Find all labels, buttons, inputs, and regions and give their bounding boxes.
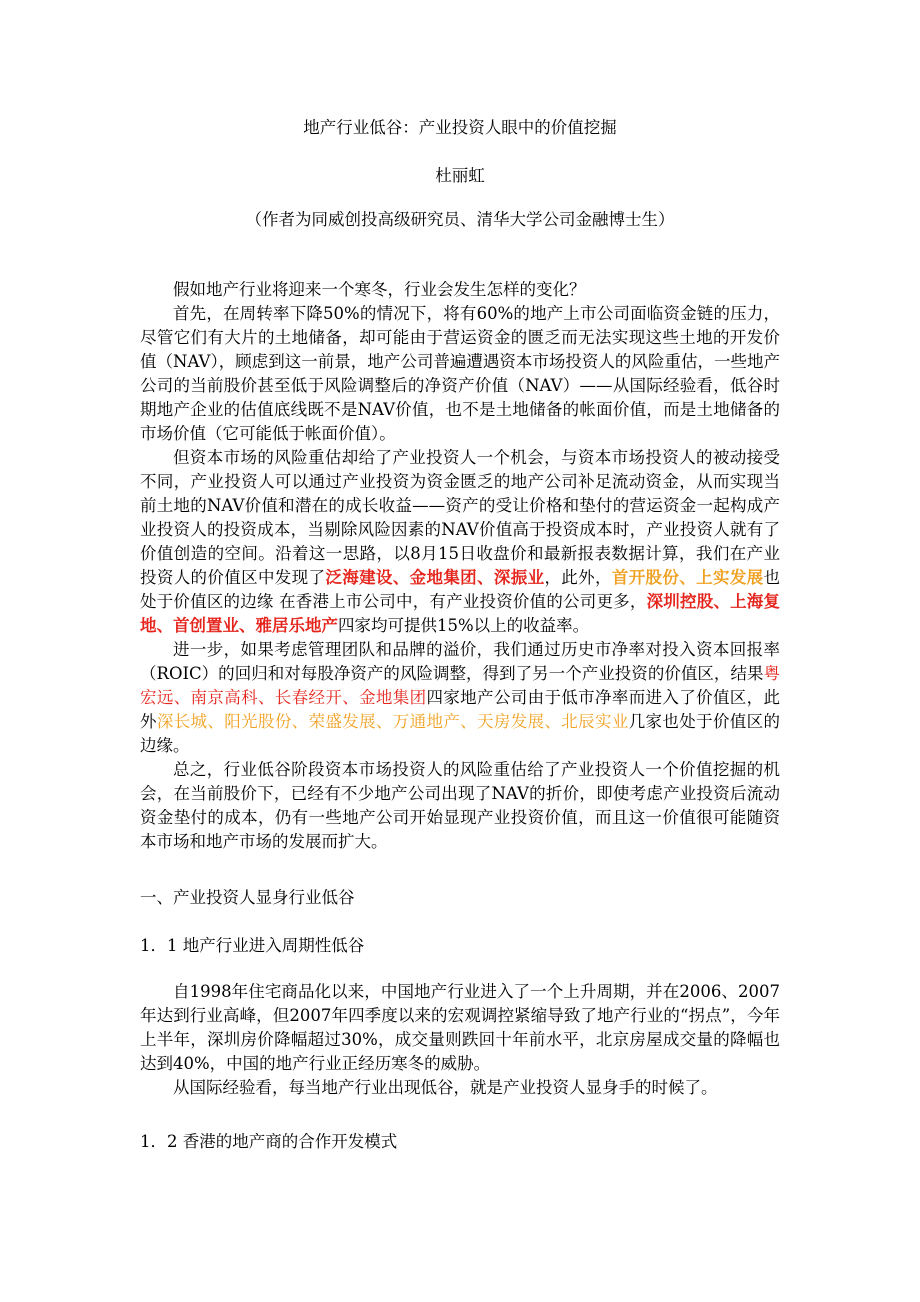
document-title: 地产行业低谷：产业投资人眼中的价值挖掘 bbox=[303, 118, 617, 137]
paragraph-3 bbox=[140, 446, 780, 638]
highlight-companies-red-2: 深圳控股、上海复地、首创置业、雅居乐地产 bbox=[140, 592, 781, 635]
paragraph-2: 首先，在周转率下降50%的情况下，将有60%的地产上市公司面临资金链的压力，尽管它们有大片的土地储备，却可能由于营运资金的匮乏而无法实现这些土地的开发价值（NAV），顾虑到这一前景，地产公司普遍遭遇资本市场投资人的风险重估，一些地产公司的当前股价甚至低于风险调整后的净资产价值（NAV）——从国际经验看，低谷时期地产企业的估值底线既不是NAV价值，也不是土地储备的帐面价值，而是土地储备的市场价值（它可能低于帐面价值）。 bbox=[140, 304, 780, 443]
paragraph-7: 从国际经验看，每当地产行业出现低谷，就是产业投资人显身手的时候了。 bbox=[173, 1078, 718, 1097]
section-heading-1: 一、产业投资人显身行业低谷 bbox=[140, 888, 355, 907]
paragraph-4-text-3: 几家也处于价值区的边缘。 bbox=[140, 712, 781, 755]
paragraph-4 bbox=[140, 638, 780, 758]
highlight-companies-red-3: 粤宏远、南京高科、长春经开、金地集团 bbox=[140, 664, 780, 707]
paragraph-3-text-2: ，此外， bbox=[544, 568, 612, 587]
paragraph-3-text-4: 四家均可提供15%以上的收益率。 bbox=[338, 616, 590, 635]
author-affiliation: （作者为同威创投高级研究员、清华大学公司金融博士生） bbox=[245, 210, 675, 229]
paragraph-4-text-1: 进一步，如果考虑管理团队和品牌的溢价，我们通过历史市净率对投入资本回报率（ROIC）的回归和对每股净资产的风险调整，得到了另一个产业投资的价值区，结果 bbox=[140, 640, 780, 683]
paragraph-3-text-3: 也处于价值区的边缘 在香港上市公司中，有产业投资价值的公司更多， bbox=[140, 568, 781, 611]
paragraph-3-text-1: 但资本市场的风险重估却给了产业投资人一个机会，与资本市场投资人的被动接受不同，产业投资人可以通过产业投资为资金匮乏的地产公司补足流动资金，从而实现当前土地的NAV价值和潜在的成长收益——资产的受让价格和垫付的营运资金一起构成产业投资人的投资成本，当剔除风险因素的NAV价值高于投资成本时，产业投资人就有了价值创造的空间。沿着这一思路，以8月15日收盘价和最新报表数据计算，我们在产业投资人的价值区中发现了 bbox=[140, 448, 780, 587]
intro-section bbox=[140, 278, 780, 854]
paragraph-5: 总之，行业低谷阶段资本市场投资人的风险重估给了产业投资人一个价值挖掘的机会，在当前股价下，已经有不少地产公司出现了NAV的折价，即使考虑产业投资后流动资金垫付的成本，仍有一些地产公司开始显现产业投资价值，而且这一价值很可能随资本市场和地产市场的发展而扩大。 bbox=[140, 760, 780, 851]
paragraph-6: 自1998年住宅商品化以来，中国地产行业进入了一个上升周期，并在2006、2007年达到行业高峰，但2007年四季度以来的宏观调控紧缩导致了地产行业的“拐点”，今年上半年，深圳房价降幅超过30%，成交量则跌回十年前水平，北京房屋成交量的降幅也达到40%，中国的地产行业正经历寒冬的威胁。 bbox=[140, 982, 780, 1073]
author-name: 杜丽虹 bbox=[435, 166, 485, 185]
paragraph-4-text-2: 四家地产公司由于低市净率而进入了价值区，此外 bbox=[140, 688, 781, 731]
highlight-companies-orange-1: 首开股份、上实发展 bbox=[611, 568, 764, 587]
highlight-companies-red-1: 泛海建设、金地集团、深振业 bbox=[325, 568, 545, 587]
section-heading-1-2: 1．2 香港的地产商的合作开发模式 bbox=[140, 1132, 398, 1151]
highlight-companies-orange-2: 深长城、阳光股份、荣盛发展、万通地产、天房发展、北辰实业 bbox=[156, 712, 629, 731]
section-heading-1-1: 1．1 地产行业进入周期性低谷 bbox=[140, 936, 365, 955]
paragraph-1: 假如地产行业将迎来一个寒冬，行业会发生怎样的变化？ bbox=[173, 280, 586, 299]
section-1-1-body bbox=[140, 980, 780, 1100]
